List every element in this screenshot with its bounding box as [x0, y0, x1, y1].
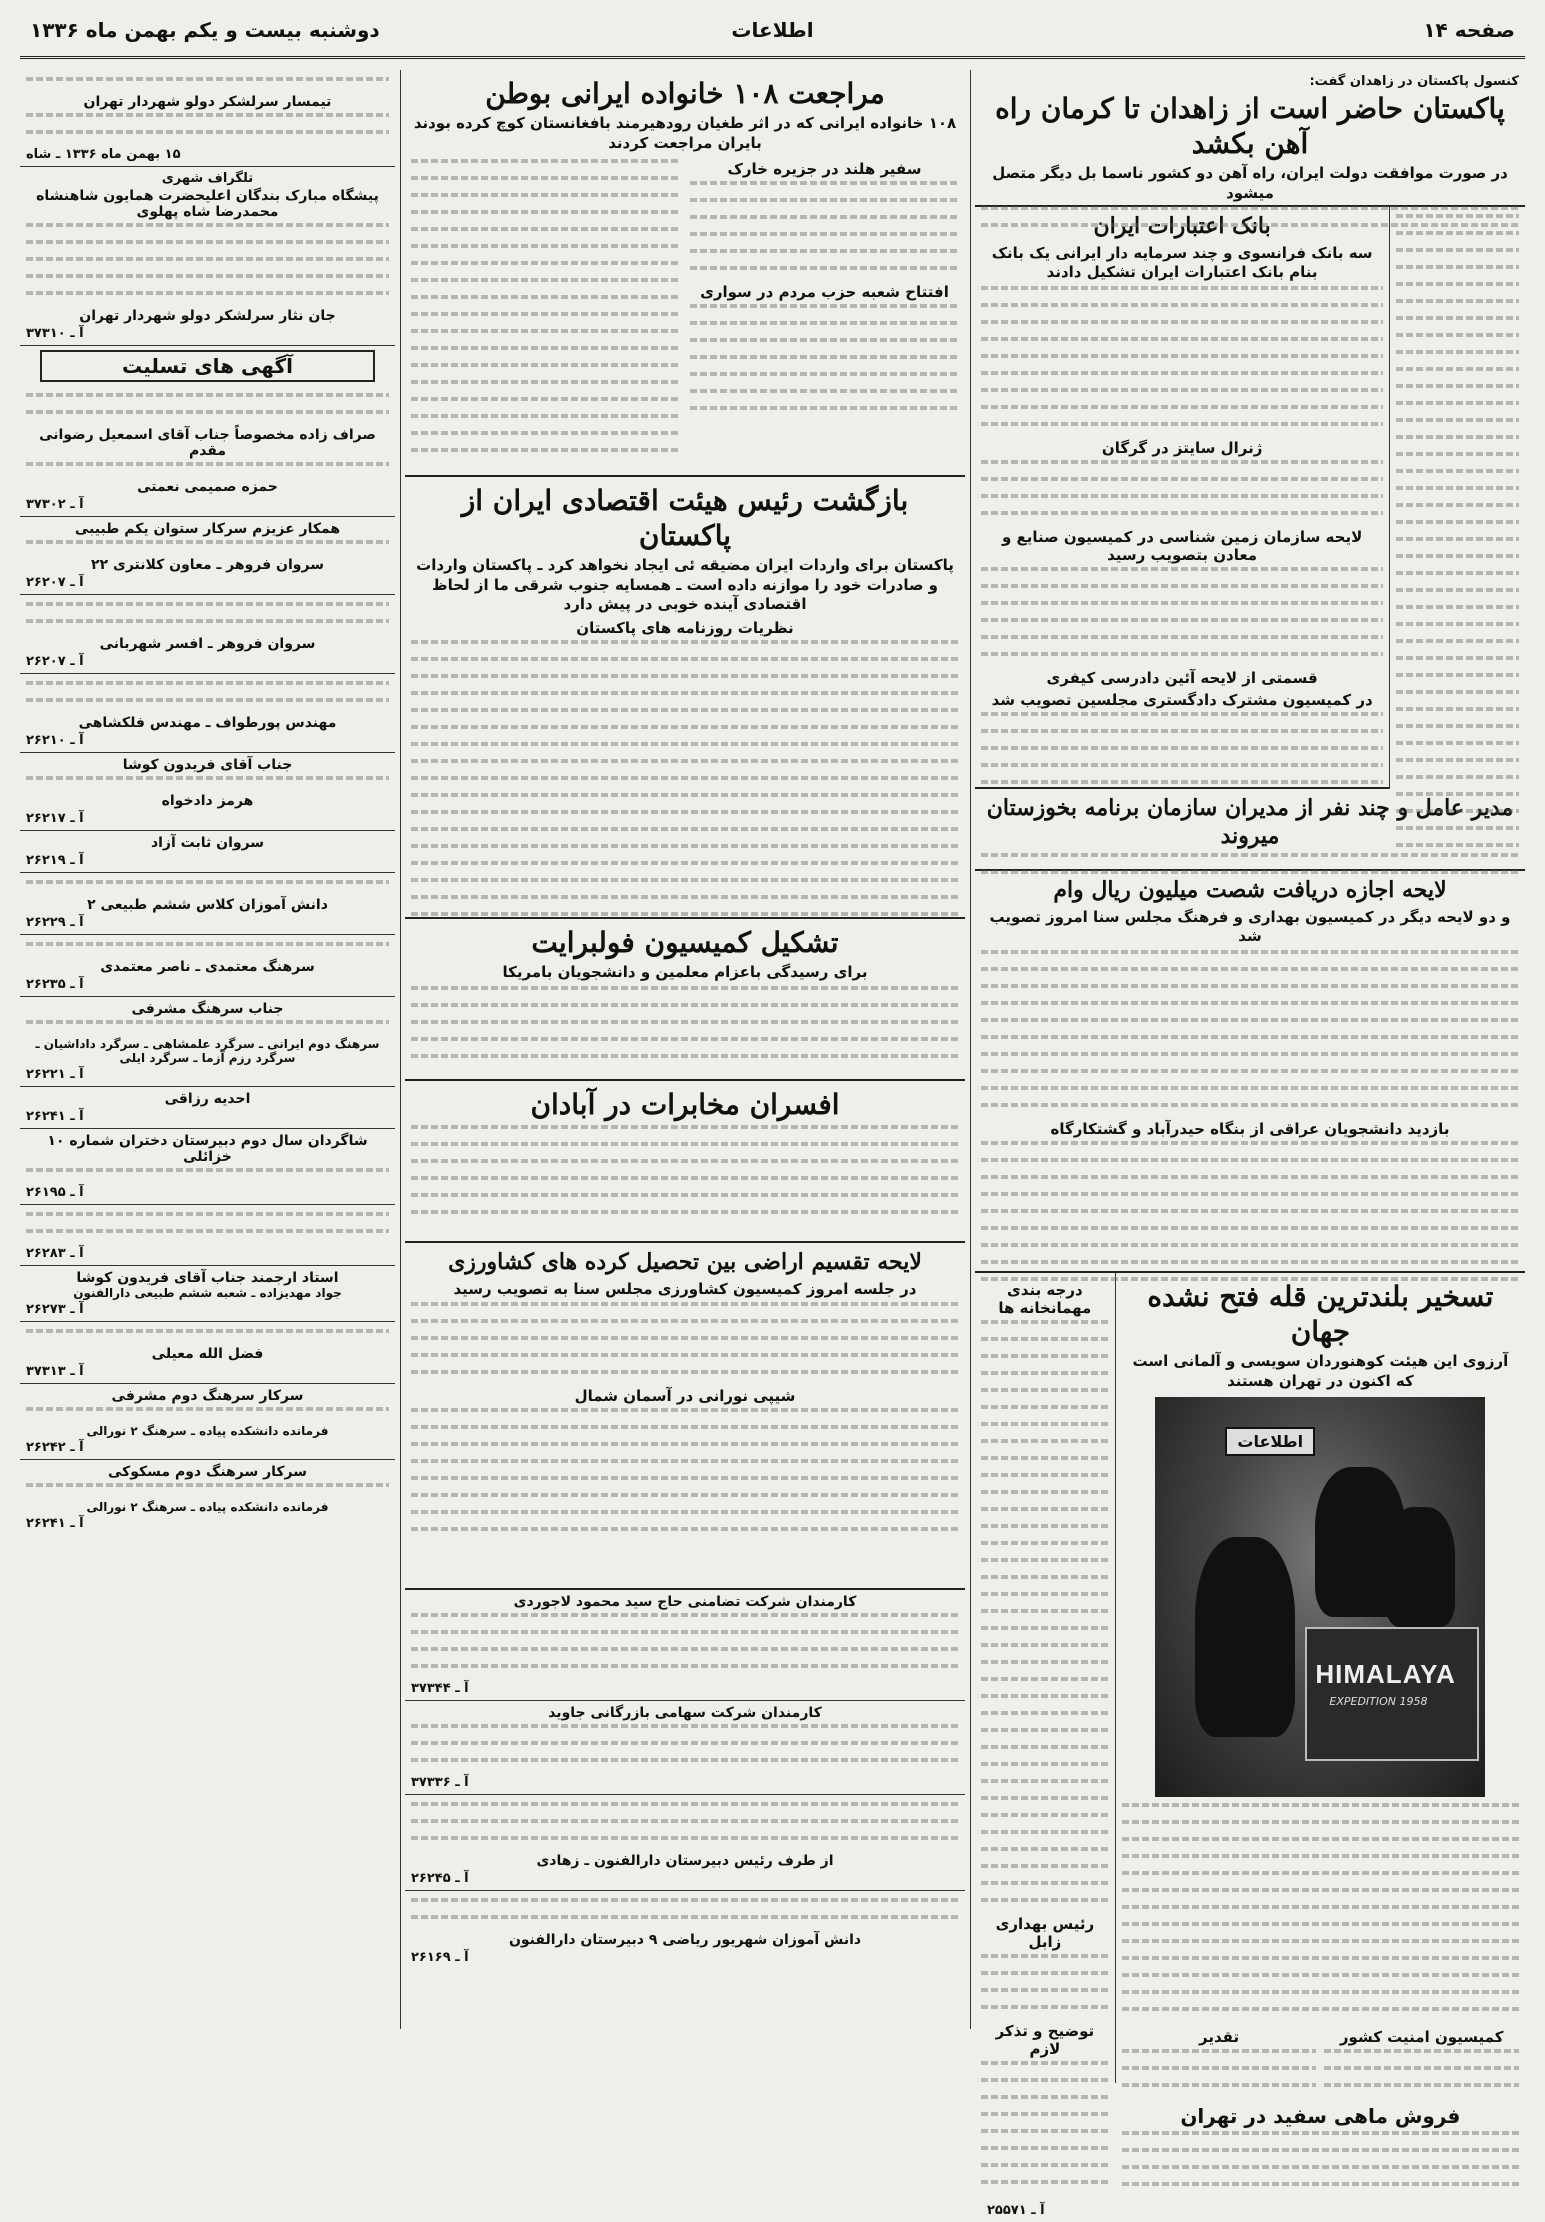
condolence-2: همکار عزیزم سرکار ستوان یکم طبیبی سروان فروهر ـ معاون کلانتری ۲۲ آ ـ ۲۶۲۰۷: [20, 517, 395, 595]
notice-code: آ ـ ۲۶۲۳۵: [26, 977, 84, 992]
notice-code: آ ـ ۲۶۲۸۳: [26, 1246, 84, 1261]
subheading: سفیر هلند در جزیره خارک: [727, 160, 922, 178]
side-briefs: [975, 1273, 1115, 2218]
notice-code: آ ـ ۳۷۳۱۰: [26, 326, 84, 341]
headline: لایحه اجازه دریافت شصت میلیون ریال وام: [1053, 877, 1447, 903]
subheading: درجه بندی مهمانخانه ها: [998, 1281, 1092, 1317]
subheading: افتتاح شعبه حزب مردم در سواری: [700, 283, 949, 301]
subheading: توضیح و تذکر لازم: [995, 2022, 1095, 2058]
condolences-section-title: آگهی های تسلیت: [40, 350, 375, 382]
column-middle: [405, 70, 965, 2029]
notice-code: آ ـ ۲۵۵۷۱: [987, 2203, 1045, 2218]
notice-code: آ ـ ۲۶۲۴۲: [26, 1440, 84, 1455]
headline: مدیر عامل و چند نفر از مدیران سازمان برنامه بخوزستان میروند: [986, 795, 1514, 849]
condolence-12: [20, 1205, 395, 1266]
deck: و دو لایحه دیگر در کمیسیون بهداری و فرهنگ مجلس سنا امروز تصویب شد: [989, 907, 1511, 945]
condolence-6: سروان ثابت آزاد آ ـ ۲۶۲۱۹: [20, 831, 395, 873]
expedition-photo: [1155, 1397, 1485, 1797]
condolence-5: جناب آقای فریدون کوشا هرمز دادخواه آ ـ ۲۶۲۱۷: [20, 753, 395, 831]
notice-code: آ ـ ۲۶۲۱۰: [26, 733, 84, 748]
telegram-shah: تیمسار سرلشکر دولو شهردار تهران ۱۵ بهمن ماه ۱۳۳۶ ـ شاه: [20, 70, 395, 167]
column-left: [20, 70, 395, 2029]
deck: سه بانک فرانسوی و چند سرمایه دار ایرانی یک بانک بنام بانک اعتبارات ایران تشکیل دادند: [991, 243, 1373, 281]
headline: افسران مخابرات در آبادان: [530, 1088, 840, 1121]
truck-brand: HIMALAYA: [1315, 1659, 1456, 1689]
newspaper-name: اطلاعات: [731, 18, 814, 42]
page-number: صفحه ۱۴: [1423, 18, 1515, 42]
subheading: تقدیر: [1199, 2028, 1240, 2046]
subheading: بازدید دانشجویان عراقی از بنگاه حیدرآباد و گشتکارگاه: [1050, 1119, 1450, 1138]
article-economic-delegation: [405, 477, 965, 919]
notice-code: آ ـ ۳۷۳۴۴: [411, 1681, 469, 1696]
article-himalaya: [1116, 1273, 1525, 2128]
subheading: نظریات روزنامه های پاکستان: [576, 618, 794, 637]
subheading: در کمیسیون مشترک دادگستری مجلسین تصویب شد: [991, 690, 1373, 709]
article-land-bill: [405, 1243, 965, 1590]
notice-code: آ ـ ۲۶۲۲۹: [26, 915, 84, 930]
notice-code: آ ـ ۲۶۲۰۷: [26, 575, 84, 590]
column-right: [975, 70, 1525, 2218]
headline: پاکستان حاضر است از زاهدان تا کرمان راه آهن بکشد: [995, 92, 1505, 160]
issue-date: دوشنبه بیست و یکم بهمن ماه ۱۳۳۶: [30, 18, 380, 42]
subheading: فروش ماهی سفید در تهران: [1180, 2104, 1461, 2128]
deck: برای رسیدگی باعزام معلمین و دانشجویان بامریکا: [502, 963, 868, 981]
article-loan-bill: [975, 871, 1525, 1273]
article-signal-officers: [405, 1081, 965, 1243]
kicker: کنسول پاکستان در زاهدان گفت:: [1309, 74, 1519, 89]
notice-code: آ ـ ۲۶۱۹۵: [26, 1185, 84, 1200]
telegram-mayor: تلگراف شهری پیشگاه مبارک بندگان اعلیحضرت همایون شاهنشاه محمدرضا شاه پهلوی جان نثار سرلشکر دولو شهردار تهران آ ـ ۳۷۳۱۰: [20, 167, 395, 346]
headline: تشکیل کمیسیون فولبرایت: [531, 926, 839, 959]
condolence-3: سروان فروهر ـ افسر شهربانی آ ـ ۲۶۲۰۷: [20, 595, 395, 674]
subheading: شیپی نورانی در آسمان شمال: [574, 1387, 796, 1405]
article-families-return: [405, 70, 965, 477]
article-pakistan-railway: [975, 70, 1525, 207]
subheading: رئیس بهداری زابل: [995, 1915, 1095, 1951]
deck: آرزوی این هیئت کوهنوردان سویسی و آلمانی است که اکنون در تهران هستند: [1132, 1352, 1509, 1390]
headline: مراجعت ۱۰۸ خانواده ایرانی بوطن: [485, 77, 885, 110]
condolence-16: سرکار سرهنگ دوم مسکوکی فرمانده دانشکده پیاده ـ سرهنگ ۲ نورالی آ ـ ۲۶۲۴۱: [20, 1460, 395, 1535]
deck: ۱۰۸ خانواده ایرانی که در اثر طغیان رودهیرمند بافغانستان کوچ کرده بودند بایران مراجعت کردند: [413, 114, 957, 152]
condolence-7: دانش آموزان کلاس ششم طبیعی ۲ آ ـ ۲۶۲۲۹: [20, 873, 395, 935]
condolence-9: جناب سرهنگ مشرفی سرهنگ دوم ایرانی ـ سرگرد علمشاهی ـ سرگرد داداشیان ـ سرگرد رزم آزما ـ سرگرد ایلی آ ـ ۲۶۲۲۱: [20, 997, 395, 1087]
article-fulbright: [405, 919, 965, 1081]
article-pakistan-railway-body: [1390, 207, 1525, 787]
photo-sign: اطلاعات: [1225, 1427, 1315, 1456]
notice-lajevardi: کارمندان شرکت تضامنی حاج سید محمود لاجوردی آ ـ ۳۷۳۴۴: [405, 1590, 965, 1701]
truck-note: EXPEDITION 1958: [1329, 1695, 1428, 1708]
notice-students: دانش آموزان شهریور ریاضی ۹ دبیرستان دارالفنون آ ـ ۲۶۱۶۹: [405, 1891, 965, 1969]
notice-javid: کارمندان شرکت سهامی بازرگانی جاوید آ ـ ۳۷۳۳۶: [405, 1701, 965, 1795]
notice-code: آ ـ ۲۶۲۴۱: [26, 1516, 84, 1531]
condolence-13: استاد ارجمند جناب آقای فریدون کوشا جواد مهدیزاده ـ شعبه ششم طبیعی دارالفنون آ ـ ۲۶۲۷۳: [20, 1266, 395, 1322]
subheading: کمیسیون امنیت کشور: [1339, 2028, 1504, 2046]
notice-code: آ ـ ۲۶۲۲۱: [26, 1067, 84, 1082]
subheading: لایحه سازمان زمین شناسی در کمیسیون صنایع و معادن بتصویب رسید: [1001, 527, 1363, 564]
notice-code: آ ـ ۲۶۱۶۹: [411, 1950, 469, 1965]
article-credit-bank: [975, 207, 1389, 789]
subheading: ژنرال سایتز در گرگان: [1101, 438, 1263, 457]
notice-darolfonun: از طرف رئیس دبیرستان دارالفنون ـ زهادی آ ـ ۲۶۲۴۵: [405, 1795, 965, 1891]
masthead: [20, 8, 1525, 59]
subheading: قسمتی از لایحه آئین دادرسی کیفری: [1046, 668, 1318, 687]
truck: [1305, 1627, 1479, 1761]
notice-code: آ ـ ۲۶۲۱۷: [26, 811, 84, 826]
deck: در صورت موافقت دولت ایران، راه آهن دو کشور ناسما بل دیگر متصل میشود: [992, 164, 1508, 202]
notice-code: آ ـ ۳۷۳۳۶: [411, 1775, 469, 1790]
condolence-14: فضل الله معیلی آ ـ ۳۷۳۱۳: [20, 1322, 395, 1384]
deck: در جلسه امروز کمیسیون کشاورزی مجلس سنا به تصویب رسید: [453, 1279, 917, 1298]
condolence-11: شاگردان سال دوم دبیرستان دختران شماره ۱۰ خزائلی آ ـ ۲۶۱۹۵: [20, 1129, 395, 1205]
notice-code: آ ـ ۲۶۲۷۳: [26, 1302, 84, 1317]
notice-code: آ ـ ۲۶۲۱۹: [26, 853, 84, 868]
notice-code: آ ـ ۳۷۳۱۳: [26, 1364, 84, 1379]
headline: بازگشت رئیس هیئت اقتصادی ایران از پاکستان: [461, 484, 909, 552]
notice-code: آ ـ ۲۶۲۰۷: [26, 654, 84, 669]
notice-code: آ ـ ۳۷۳۰۲: [26, 497, 84, 512]
headline: تسخیر بلندترین قله فتح نشده جهان: [1147, 1280, 1494, 1348]
deck: پاکستان برای واردات ایران مضیقه ئی ایجاد نخواهد کرد ـ پاکستان واردات و صادرات خود را موازنه داده است ـ همسایه جنوب شرقی ما از لحاظ اقتصادی آینده خوبی در پیش دارد: [416, 556, 954, 613]
notice-code: آ ـ ۲۶۲۴۵: [411, 1871, 469, 1886]
notice-code: آ ـ ۲۶۲۴۱: [26, 1109, 84, 1124]
condolence-15: سرکار سرهنگ دوم مشرفی فرمانده دانشکده پیاده ـ سرهنگ ۲ نورالی آ ـ ۲۶۲۴۲: [20, 1384, 395, 1460]
condolence-4: مهندس پورطواف ـ مهندس فلکشاهی آ ـ ۲۶۲۱۰: [20, 674, 395, 753]
headline: لایحه تقسیم اراضی بین تحصیل کرده های کشاورزی: [448, 1249, 922, 1275]
condolence-1: صراف زاده مخصوصاً جناب آقای اسمعیل رضوانی مقدم حمزه صمیمی نعمتی آ ـ ۳۷۳۰۲: [20, 386, 395, 517]
condolence-8: سرهنگ معتمدی ـ ناصر معتمدی آ ـ ۲۶۲۳۵: [20, 935, 395, 997]
condolence-10: احدیه رزاقی آ ـ ۲۶۲۴۱: [20, 1087, 395, 1129]
headline: بانک اعتبارات ایران: [1093, 213, 1271, 239]
